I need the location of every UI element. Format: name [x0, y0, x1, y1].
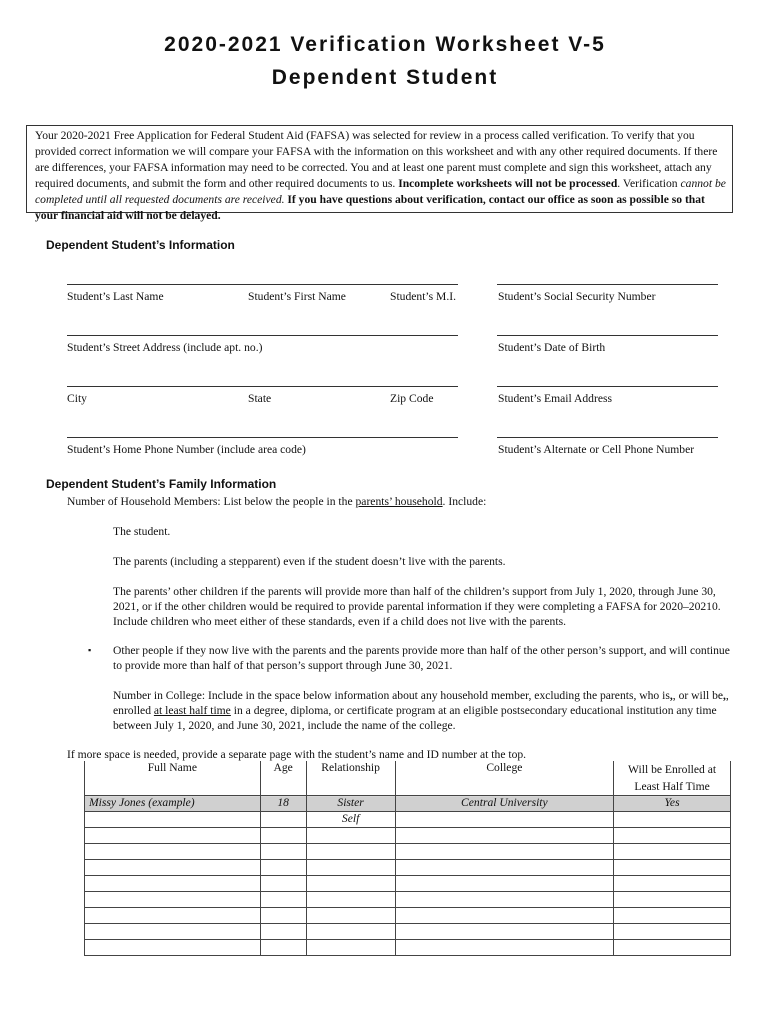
- table-cell[interactable]: [395, 892, 614, 908]
- household-intro: Number of Household Members: List below the people in the parents’ household. Include:: [67, 495, 487, 508]
- table-row[interactable]: [85, 924, 731, 940]
- table-cell[interactable]: [614, 860, 731, 876]
- email-label: Student’s Email Address: [498, 392, 613, 405]
- table-row[interactable]: [85, 876, 731, 892]
- home-phone-label: Student’s Home Phone Number (include area code): [67, 443, 306, 456]
- table-cell[interactable]: [85, 892, 261, 908]
- state-label: State: [248, 392, 272, 405]
- table-cell[interactable]: [260, 924, 306, 940]
- household-college-table: [84, 761, 731, 956]
- example-row: Missy Jones (example) 18 Sister Central University Yes: [85, 796, 731, 812]
- table-cell[interactable]: [306, 924, 395, 940]
- table-cell[interactable]: [395, 940, 614, 956]
- table-cell[interactable]: [85, 828, 261, 844]
- table-cell[interactable]: [395, 908, 614, 924]
- city-state-zip-line[interactable]: [67, 386, 458, 387]
- table-cell[interactable]: [260, 908, 306, 924]
- alt-phone-line[interactable]: [497, 437, 718, 438]
- alt-phone-label: Student’s Alternate or Cell Phone Number: [498, 443, 695, 456]
- col-college: College: [395, 761, 614, 796]
- worksheet-subtitle: Dependent Student: [271, 66, 499, 89]
- table-row[interactable]: [85, 892, 731, 908]
- col-full-name: Full Name: [85, 761, 261, 796]
- city-label: City: [67, 392, 87, 405]
- table-cell[interactable]: [85, 940, 261, 956]
- table-cell[interactable]: [395, 924, 614, 940]
- table-cell[interactable]: [85, 844, 261, 860]
- table-cell[interactable]: [614, 828, 731, 844]
- table-cell[interactable]: [614, 924, 731, 940]
- home-phone-line[interactable]: [67, 437, 458, 438]
- item-other-people: Other people if they now live with the parents and the parents provide more than half of the other person’s support, and will continue to provide more than half of that person’s support through June 30, 2021.: [113, 644, 730, 672]
- table-cell[interactable]: [614, 892, 731, 908]
- table-cell[interactable]: [395, 876, 614, 892]
- zip-label: Zip Code: [390, 392, 434, 405]
- dob-label: Student’s Date of Birth: [498, 341, 606, 354]
- table-cell[interactable]: [306, 844, 395, 860]
- table-cell[interactable]: [260, 940, 306, 956]
- table-cell[interactable]: [85, 876, 261, 892]
- table-cell[interactable]: [306, 892, 395, 908]
- table-cell[interactable]: [260, 844, 306, 860]
- student-info-heading: Dependent Student’s Information: [46, 238, 235, 252]
- table-cell[interactable]: [614, 844, 731, 860]
- table-cell[interactable]: [260, 860, 306, 876]
- table-cell[interactable]: [614, 876, 731, 892]
- table-cell[interactable]: [85, 860, 261, 876]
- table-cell[interactable]: [306, 876, 395, 892]
- email-line[interactable]: [497, 386, 718, 387]
- intro-box: Your 2020-2021 Free Application for Federal Student Aid (FAFSA) was selected for review in a process called verification. To verify that you provided correct information we will compare your FAFSA with the information on this worksheet and with any other required documents. If there are differences, your FAFSA information may need to be corrected. You and at least one parent must complete and sign this worksheet, attach any required documents, and submit the form and other required documents to us. Incomplete worksheets will not be processed. Verification cannot be completed until all requested documents are received. If you have questions about verification, contact our office as soon as possible so that your financial aid will not be delayed.: [26, 125, 733, 213]
- table-cell[interactable]: [395, 860, 614, 876]
- bullet-icon: ▪: [88, 645, 92, 655]
- item-number-in-college: Number in College: Include in the space below information about any household member, excluding the parents, who is,, or will be,, enrolled at least half time in a degree, diploma, or certificate program at an eligible postsecondary educational institution any time between July 1, 2020, and June 30, 2021, include the name of the college.: [113, 689, 729, 732]
- street-line[interactable]: [67, 335, 458, 336]
- ssn-label: Student’s Social Security Number: [498, 290, 656, 303]
- mi-label: Student’s M.I.: [390, 290, 457, 303]
- table-cell[interactable]: [395, 828, 614, 844]
- name-line[interactable]: [67, 284, 458, 285]
- table-cell[interactable]: [85, 908, 261, 924]
- item-parents: The parents (including a stepparent) even if the student doesn’t live with the parents.: [113, 555, 506, 568]
- worksheet-title: 2020-2021 Verification Worksheet V-5: [164, 33, 606, 56]
- item-student: The student.: [113, 525, 171, 538]
- col-enrolled: Will be Enrolled at Least Half Time: [614, 761, 731, 796]
- self-row[interactable]: Self: [85, 812, 731, 828]
- table-row[interactable]: [85, 828, 731, 844]
- table-cell[interactable]: [306, 908, 395, 924]
- table-row[interactable]: [85, 860, 731, 876]
- first-name-label: Student’s First Name: [248, 290, 346, 303]
- more-space-note: If more space is needed, provide a separate page with the student’s name and ID number at the top.: [67, 748, 527, 761]
- col-relationship: Relationship: [306, 761, 395, 796]
- table-cell[interactable]: [306, 860, 395, 876]
- table-cell[interactable]: [614, 940, 731, 956]
- street-label: Student’s Street Address (include apt. no.): [67, 341, 263, 354]
- ssn-line[interactable]: [497, 284, 718, 285]
- table-cell[interactable]: [85, 924, 261, 940]
- table-cell[interactable]: [395, 844, 614, 860]
- table-cell[interactable]: [260, 876, 306, 892]
- dob-line[interactable]: [497, 335, 718, 336]
- item-other-children: The parents’ other children if the parents will provide more than half of the children’s support from July 1, 2020, through June 30, 2021, or if the other children would be required to provide parental information if they were completing a FAFSA for 2020–20210. Include children who meet either of these standards, even if a child does not live with the parents.: [113, 585, 721, 628]
- table-cell[interactable]: [260, 828, 306, 844]
- col-age: Age: [260, 761, 306, 796]
- table-row[interactable]: [85, 844, 731, 860]
- table-row[interactable]: [85, 908, 731, 924]
- table-cell[interactable]: [614, 908, 731, 924]
- family-info-heading: Dependent Student’s Family Information: [46, 477, 277, 491]
- table-cell[interactable]: [260, 892, 306, 908]
- table-row[interactable]: [85, 940, 731, 956]
- last-name-label: Student’s Last Name: [67, 290, 164, 303]
- table-cell[interactable]: [306, 828, 395, 844]
- table-cell[interactable]: [306, 940, 395, 956]
